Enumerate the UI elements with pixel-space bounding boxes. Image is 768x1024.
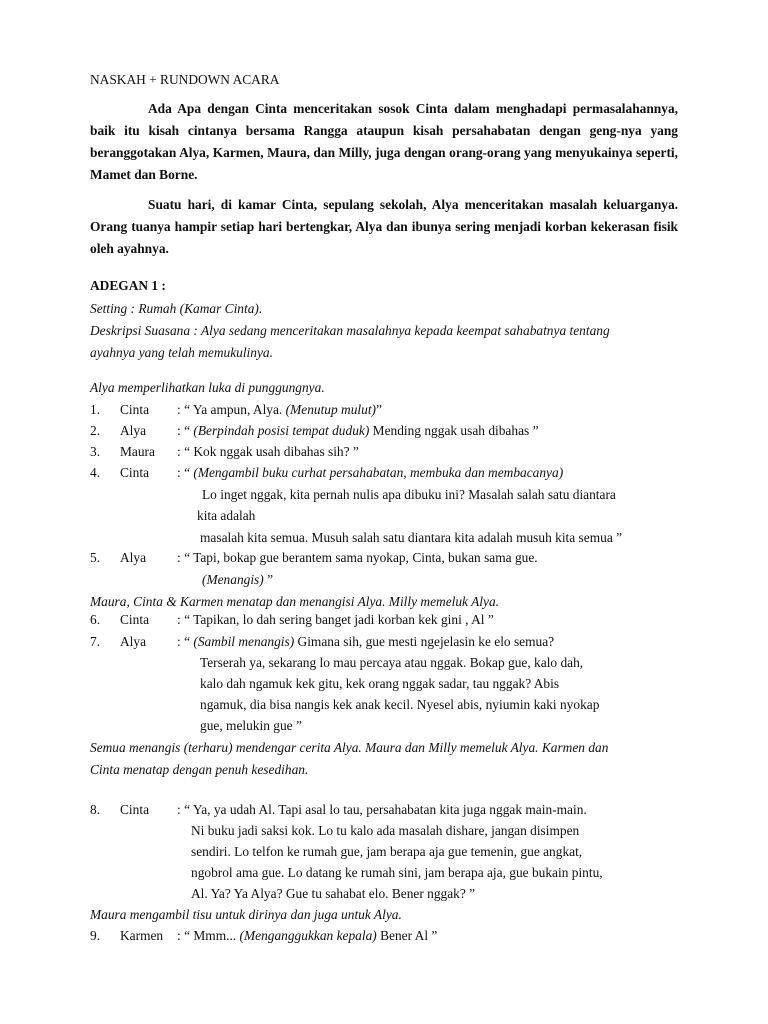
dialogue-continuation: gue, melukin gue ” [200,718,302,733]
dialogue-continuation: masalah kita semua. Musuh salah satu diantara kita adalah musuh kita semua ” [200,530,623,545]
open-quote: : “ [177,612,191,627]
speaker-name: Cinta [120,802,150,817]
close-quote: ” [267,572,274,587]
parenthetical: (Menutup mulut) [285,402,377,417]
dialogue-continuation: kita adalah [197,508,256,523]
speaker-name: Karmen [120,928,164,943]
line-number: 7. [90,634,101,649]
spoken-text: Tapikan, lo dah sering banget jadi korban kek gini , Al ” [193,612,494,627]
dialogue-continuation: Lo inget nggak, kita pernah nulis apa dibuku ini? Masalah salah satu diantara [202,487,616,502]
dialogue-continuation: sendiri. Lo telfon ke rumah gue, jam berapa aja gue temenin, gue angkat, [191,844,583,859]
open-quote: : “ [177,928,191,943]
spoken-text: Ya, ya udah Al. Tapi asal lo tau, persahabatan kita juga nggak main-main. [192,802,587,817]
scene-description-line-2: ayahnya yang telah memukulinya. [90,345,273,360]
dialogue-text [177,928,437,944]
scene-heading: ADEGAN 1 : [90,278,166,293]
speaker-name: Alya [120,423,147,438]
dialogue-text [177,444,359,460]
spoken-text: Mmm... [193,928,237,943]
spoken-text: Tapi, bokap gue berantem sama nyokap, Cinta, bukan sama gue. [193,550,538,565]
parenthetical: (Menganggukkan kepala) [239,928,377,943]
intro-text-2: Suatu hari, di kamar Cinta, sepulang sekolah, Alya menceritakan masalah keluarganya. Orang tuanya hampir setiap hari bertengkar, Alya dan ibunya sering menjadi korban kekerasan fisik oleh ayahnya. [90,197,678,256]
intro-paragraph-2 [90,194,678,260]
dialogue-continuation: Ni buku jadi saksi kok. Lo tu kalo ada masalah dishare, jangan disimpen [191,823,580,838]
line-number: 1. [90,402,101,417]
line-number: 8. [90,802,101,817]
dialogue-text [177,612,494,628]
speaker-name: Cinta [120,465,150,480]
close-quote: ” [376,402,382,417]
open-quote: : “ [177,550,191,565]
dialogue-text [177,802,587,818]
dialogue-continuation: ngamuk, dia bisa nangis kek anak kecil. Nyesel abis, nyiumin kaki nyokap [200,697,600,712]
dialogue-continuation: ngobrol ama gue. Lo datang ke rumah sini, jam berapa aja, gue bukain pintu, [191,865,603,880]
open-quote: : “ [177,465,191,480]
line-number: 4. [90,465,101,480]
dialogue-text [177,402,382,418]
line-number: 6. [90,612,101,627]
open-quote: : “ [177,423,191,438]
stage-direction-1: Alya memperlihatkan luka di punggungnya. [90,380,325,395]
line-number: 3. [90,444,101,459]
parenthetical: (Berpindah posisi tempat duduk) [193,423,370,438]
spoken-text: Mending nggak usah dibahas ” [372,423,539,438]
stage-direction-3-line-1: Semua menangis (terharu) mendengar cerita Alya. Maura dan Milly memeluk Alya. Karmen dan [90,740,609,755]
stage-direction-4: Maura mengambil tisu untuk dirinya dan juga untuk Alya. [90,907,402,922]
speaker-name: Cinta [120,612,150,627]
dialogue-continuation [202,572,273,588]
spoken-text: Ya ampun, Alya. [192,402,283,417]
speaker-name: Maura [120,444,155,459]
stage-direction-2: Maura, Cinta & Karmen menatap dan menangisi Alya. Milly memeluk Alya. [90,594,499,609]
open-quote: : “ [177,802,191,817]
line-number: 5. [90,550,101,565]
line-number: 9. [90,928,101,943]
dialogue-text [177,634,554,650]
document-title: NASKAH + RUNDOWN ACARA [90,72,280,87]
scene-setting: Setting : Rumah (Kamar Cinta). [90,301,263,316]
parenthetical: (Mengambil buku curhat persahabatan, membuka dan membacanya) [193,465,564,480]
dialogue-continuation: kalo dah ngamuk kek gitu, kek orang nggak sadar, tau nggak? Abis [200,676,560,691]
open-quote: : “ [177,402,191,417]
speaker-name: Alya [120,550,147,565]
spoken-text: Bener Al ” [380,928,438,943]
parenthetical: (Sambil menangis) [193,634,295,649]
speaker-name: Alya [120,634,147,649]
intro-paragraph-1 [90,98,678,186]
scene-description-line-1: Deskripsi Suasana : Alya sedang menceritakan masalahnya kepada keempat sahabatnya tentang [90,323,610,338]
line-number: 2. [90,423,101,438]
spoken-text: Gimana sih, gue mesti ngejelasin ke elo semua? [297,634,555,649]
open-quote: : “ [177,634,191,649]
dialogue-text [177,550,538,566]
dialogue-continuation: Al. Ya? Ya Alya? Gue tu sahabat elo. Bener nggak? ” [191,886,476,901]
speaker-name: Cinta [120,402,150,417]
dialogue-text [177,465,563,481]
dialogue-text [177,423,539,439]
spoken-text: Kok nggak usah dibahas sih? ” [193,444,359,459]
stage-direction-3-line-2: Cinta menatap dengan penuh kesedihan. [90,762,309,777]
parenthetical: (Menangis) [202,572,264,587]
intro-text-1: Ada Apa dengan Cinta menceritakan sosok Cinta dalam menghadapi permasalahannya, baik itu kisah cintanya bersama Rangga ataupun kisah persahabatan dengan geng-nya yang beranggotakan Alya, Karmen, Maura, dan Milly, juga dengan orang-orang yang menyukainya seperti, Mamet dan Borne. [90,101,678,182]
open-quote: : “ [177,444,191,459]
dialogue-continuation: Terserah ya, sekarang lo mau percaya atau nggak. Bokap gue, kalo dah, [200,655,584,670]
